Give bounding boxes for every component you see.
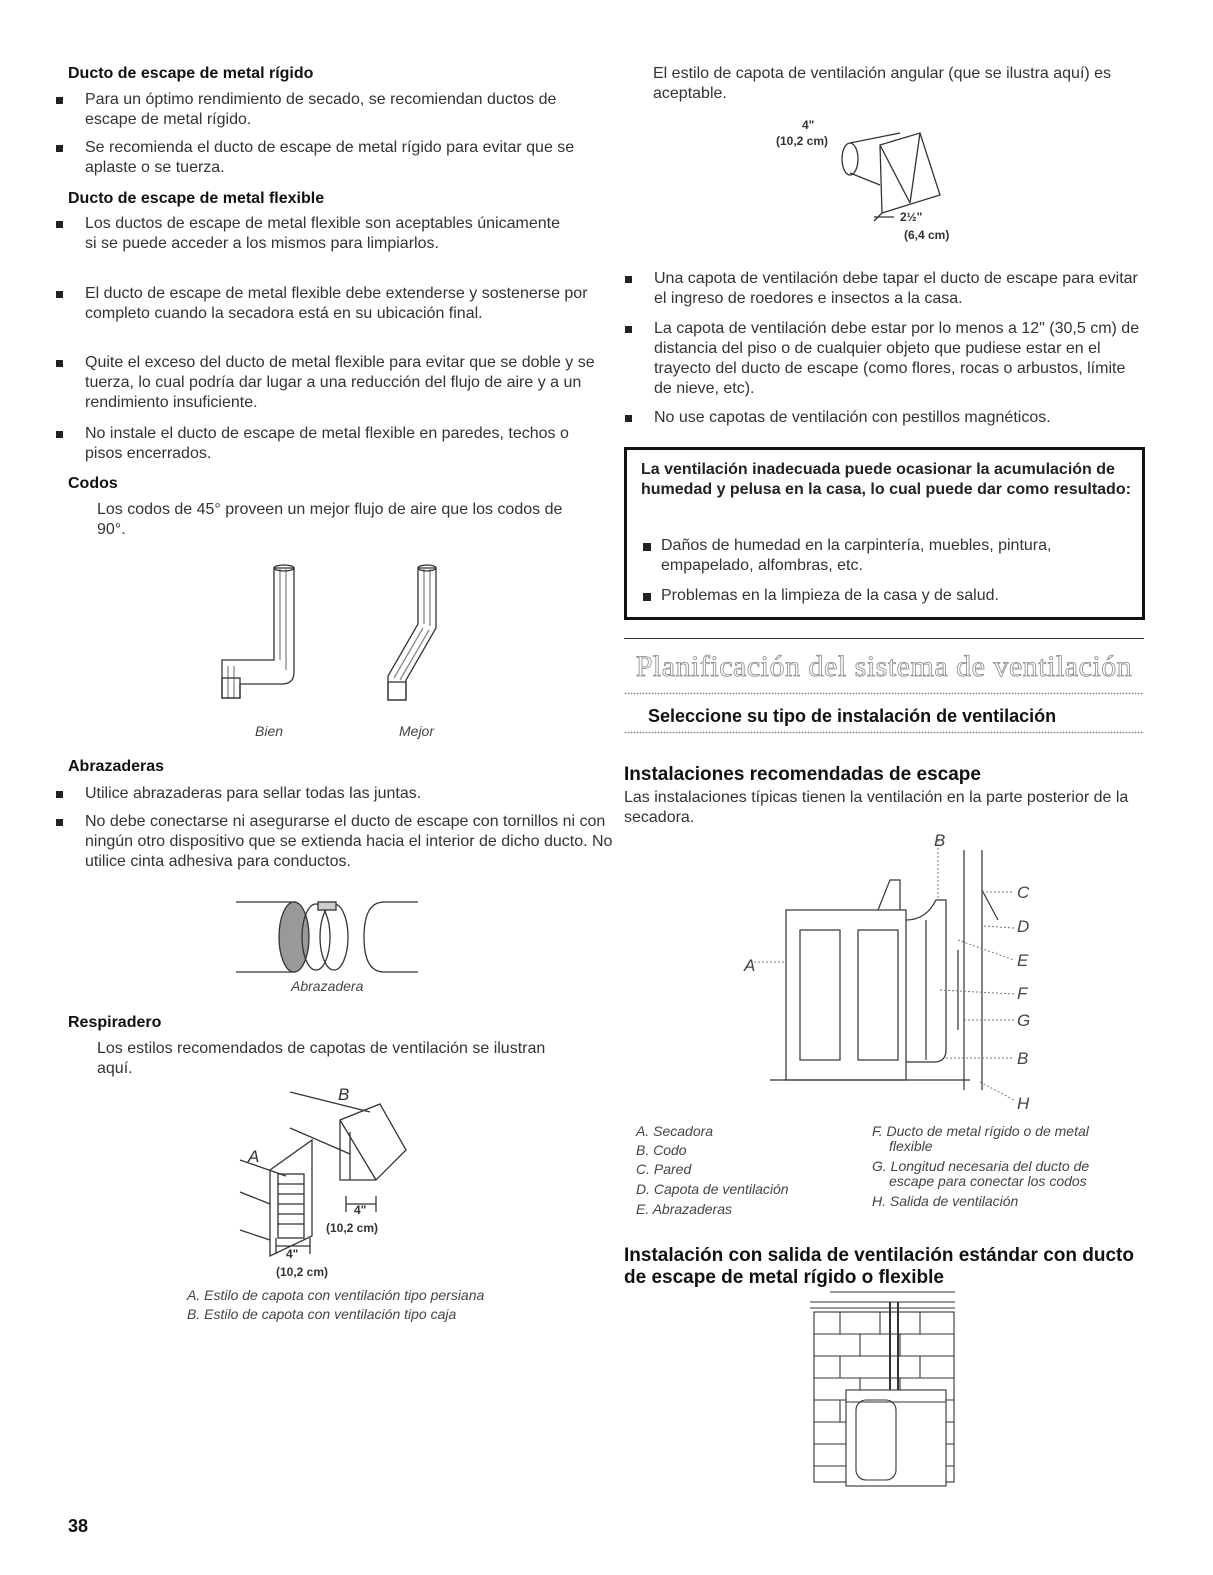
diagram-label-B-bottom: B: [1017, 1049, 1029, 1068]
legend-H: H. Salida de ventilación: [872, 1193, 1019, 1209]
heading-elbows: Codos: [68, 475, 118, 492]
vent-fig-label-A: A: [248, 1147, 260, 1166]
angular-dim2-in: 2½": [900, 210, 923, 224]
installation-diagram: [730, 830, 1050, 1120]
bullet-flexible-1: Los ductos de escape de metal flexible son aceptables únicamente si se puede acceder a los mismos para limpiarlos.: [55, 214, 560, 254]
vent-hood-text: Los estilos recomendados de capotas de ventilación se ilustran aquí.: [97, 1040, 546, 1077]
subsection-title: Seleccione su tipo de instalación de ventilación: [648, 706, 1057, 726]
standard-installation-illustration: [810, 1290, 960, 1490]
bullet-rigid-1: Para un óptimo rendimiento de secado, se recomiendan ductos de escape de metal rígido.: [55, 90, 600, 130]
bullet-hood-3: No use capotas de ventilación con pestillos magnéticos.: [624, 408, 1144, 428]
vent-hood-illustration: [230, 1080, 510, 1280]
legend-D: D. Capota de ventilación: [636, 1181, 789, 1197]
bullet-flexible-3: Quite el exceso del ducto de metal flexible para evitar que se doble y se tuerza, lo cual podría dar lugar a una reducción del flujo de aire y a un rendimiento insuficiente.: [55, 353, 620, 413]
elbows-illustration: [210, 560, 470, 720]
bullet-clamps-2: No debe conectarse ni asegurarse el ducto de escape con tornillos ni con ningún otro dispositivo que se extienda hacia el interior de dicho ducto. No utilice cinta adhesiva para conductos.: [55, 812, 620, 872]
bullet-hood-1: Una capota de ventilación debe tapar el ducto de escape para evitar el ingreso de roedores e insectos a la casa.: [624, 269, 1144, 309]
diagram-label-G: G: [1017, 1011, 1031, 1030]
legend-C: C. Pared: [636, 1161, 692, 1177]
heading-clamps: Abrazaderas: [68, 758, 165, 775]
legend-G: G. Longitud necesaria del ducto de: [872, 1158, 1090, 1174]
diagram-label-D: D: [1017, 917, 1030, 936]
heading-recommended: Instalaciones recomendadas de escape: [624, 764, 981, 785]
diagram-label-B-top: B: [934, 831, 946, 850]
heading-standard-installation: Instalación con salida de ventilación estándar con ducto de escape de metal rígido o flexible: [624, 1245, 1134, 1288]
vent-caption-B: B. Estilo de capota con ventilación tipo caja: [187, 1306, 457, 1322]
heading-flexible-duct: Ducto de escape de metal flexible: [68, 190, 325, 207]
angular-dim2-cm: (6,4 cm): [904, 228, 950, 242]
bullet-hood-2: La capota de ventilación debe estar por lo menos a 12" (30,5 cm) de distancia del piso o de cualquier objeto que pudiese estar en el trayecto del ducto de escape (como flores, rocas o arbustos, límite de nieve, etc).: [624, 319, 1144, 399]
label-clamp: Abrazadera: [291, 978, 364, 994]
diagram-label-A: A: [744, 956, 756, 975]
bullet-rigid-2: Se recomienda el ducto de escape de metal rígido para evitar que se aplaste o se tuerza.: [55, 138, 625, 178]
legend-B: B. Codo: [636, 1142, 687, 1158]
diagram-label-C: C: [1017, 883, 1030, 902]
recommended-text: Las instalaciones típicas tienen la ventilación en la parte posterior de la secadora.: [624, 789, 1129, 826]
vent-fig-label-B: B: [338, 1085, 350, 1104]
heading-vent-hood: Respiradero: [68, 1014, 162, 1031]
warning-item-2: Problemas en la limpieza de la casa y de salud.: [641, 586, 1141, 606]
diagram-label-F: F: [1017, 984, 1028, 1003]
legend-F: F. Ducto de metal rígido o de metal: [872, 1123, 1089, 1139]
vent-dim-cm-1: (10,2 cm): [326, 1221, 379, 1235]
diagram-label-E: E: [1017, 951, 1029, 970]
vent-dim-in-2: 4": [286, 1247, 299, 1261]
label-better: Mejor: [399, 723, 435, 739]
clamp-illustration: [236, 898, 421, 978]
bullet-clamps-1: Utilice abrazaderas para sellar todas las juntas.: [55, 784, 585, 804]
heading-rigid-duct: Ducto de escape de metal rígido: [68, 65, 314, 82]
angular-hood-text: El estilo de capota de ventilación angular (que se ilustra aquí) es aceptable.: [653, 65, 1112, 102]
warning-title: La ventilación inadecuada puede ocasionar la acumulación de humedad y pelusa en la casa, lo cual puede dar como resultado:: [641, 461, 1131, 498]
elbows-text: Los codos de 45° proveen un mejor flujo de aire que los codos de 90°.: [97, 501, 563, 538]
dotted-rule-bottom: [624, 731, 1144, 734]
diagram-label-H: H: [1017, 1094, 1030, 1113]
vent-caption-A: A. Estilo de capota con ventilación tipo persiana: [187, 1287, 485, 1303]
dotted-rule-top: [624, 692, 1144, 695]
legend-E: E. Abrazaderas: [636, 1201, 732, 1217]
section-title: Planificación del sistema de ventilación: [635, 650, 1133, 683]
angular-dim1-cm: (10,2 cm): [776, 134, 829, 148]
bullet-flexible-2: El ducto de escape de metal flexible debe extenderse y sostenerse por completo cuando la secadora está en su ubicación final.: [55, 284, 595, 324]
section-divider: [624, 638, 1144, 639]
warning-box: [624, 447, 1145, 620]
legend-F-cont: flexible: [889, 1138, 933, 1154]
vent-dim-cm-2: (10,2 cm): [276, 1265, 329, 1279]
angular-hood-illustration: [770, 115, 970, 245]
warning-item-1: Daños de humedad en la carpintería, muebles, pintura, empapelado, alfombras, etc.: [641, 536, 1141, 576]
page-number: 38: [68, 1516, 89, 1536]
legend-G-cont: escape para conectar los codos: [889, 1173, 1087, 1189]
legend-A: A. Secadora: [636, 1123, 714, 1139]
vent-dim-in-1: 4": [354, 1203, 367, 1217]
angular-dim1-in: 4": [802, 118, 815, 132]
bullet-flexible-4: No instale el ducto de escape de metal flexible en paredes, techos o pisos encerrados.: [55, 424, 605, 464]
label-good: Bien: [255, 723, 284, 739]
